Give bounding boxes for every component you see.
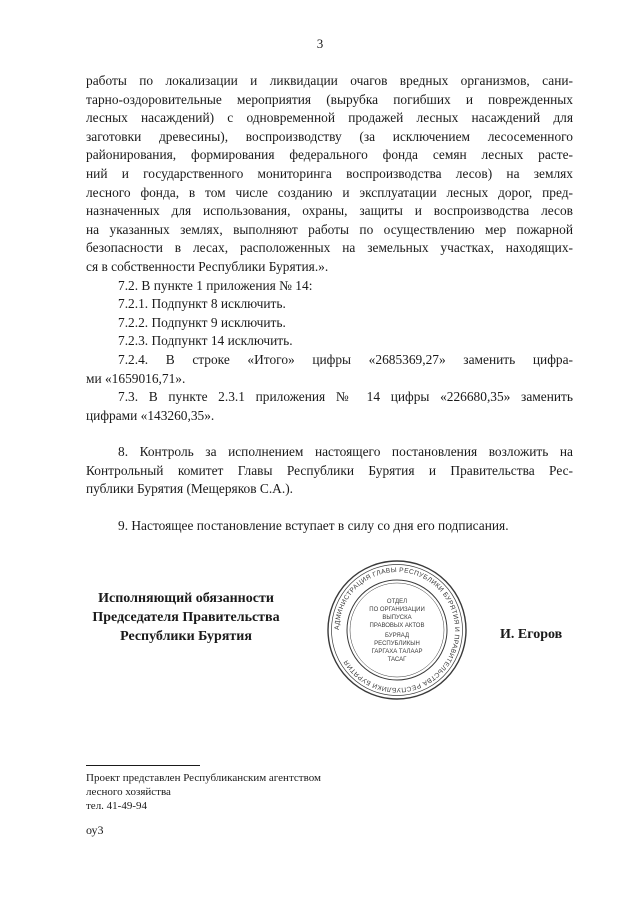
- item-8: [86, 443, 573, 499]
- item-7-2-2: [86, 314, 573, 333]
- text-line: ся в собственности Республики Бурятия.».: [86, 258, 329, 274]
- svg-text:ГАРГАХА ТАЛААР: ГАРГАХА ТАЛААР: [371, 649, 423, 655]
- svg-text:ПО ОРГАНИЗАЦИИ: ПО ОРГАНИЗАЦИИ: [369, 607, 425, 613]
- svg-text:ОТДЕЛ: ОТДЕЛ: [386, 599, 408, 605]
- text-line: 7.2.3. Подпункт 14 исключить.: [118, 333, 293, 349]
- svg-text:РЕСПУБЛИКЫН: РЕСПУБЛИКЫН: [374, 641, 420, 647]
- footnote-line: тел. 41-49-94: [86, 800, 148, 812]
- text-line: 8. Контроль за исполнением настоящего постановления возложить на: [118, 444, 573, 460]
- item-7-2-1: [86, 295, 573, 314]
- text-line: районирования, формирования федерального фонда семян лесных расте-: [86, 147, 573, 163]
- page-number: 3: [316, 36, 324, 51]
- text-line: 7.2.4. В строке «Итого» цифры «2685369,27» заменить цифра-: [118, 351, 573, 367]
- svg-text:ПРАВОВЫХ АКТОВ: ПРАВОВЫХ АКТОВ: [369, 623, 425, 629]
- text-line: ми «1659016,71».: [86, 370, 186, 386]
- text-line: на указанных землях, выполняют работы по осуществлению мер пожарной: [86, 221, 573, 237]
- text-line: ний и государственного мониторинга воспроизводства лесов) на землях: [86, 165, 573, 181]
- spacer: [86, 499, 573, 517]
- document-body: [86, 72, 573, 536]
- item-7-2-3: [86, 332, 573, 351]
- text-line: публики Бурятия (Мещеряков С.А.).: [86, 481, 293, 497]
- text-line: лесных насаждений) с одновременной продажей лесных насаждений для: [86, 110, 573, 126]
- item-9: [86, 517, 573, 536]
- paragraph-7-1-continuation: [86, 72, 573, 277]
- item-7-3: [86, 388, 573, 425]
- signatory-title-line: Председателя Правительства: [92, 610, 280, 625]
- svg-text:ТАСАГ: ТАСАГ: [387, 657, 407, 663]
- footnote: [86, 771, 321, 813]
- text-line: 7.2.1. Подпункт 8 исключить.: [118, 296, 286, 312]
- text-line: 7.2. В пункте 1 приложения № 14:: [118, 277, 313, 293]
- item-7-2: [86, 277, 573, 296]
- text-line: 7.3. В пункте 2.3.1 приложения № 14 цифры «226680,35» заменить: [118, 389, 573, 405]
- svg-text:ВЫПУСКА: ВЫПУСКА: [382, 615, 412, 621]
- document-code: оу3: [86, 823, 104, 837]
- svg-text:АДМИНИСТРАЦИЯ ГЛАВЫ РЕСПУБЛИКИ: АДМИНИСТРАЦИЯ ГЛАВЫ РЕСПУБЛИКИ БУРЯТИЯ И ПРАВИТЕЛЬСТВА РЕСПУБЛИКИ БУРЯТИЯ: [333, 566, 461, 694]
- item-7-2-4: [86, 351, 573, 388]
- signatory-name: И. Егоров: [500, 627, 563, 642]
- footnote-line: лесного хозяйства: [86, 786, 171, 798]
- text-line: 7.2.2. Подпункт 9 исключить.: [118, 314, 286, 330]
- signatory-title: [80, 589, 292, 646]
- text-line: цифрами «143260,35».: [86, 407, 215, 423]
- signatory-title-line: Исполняющий обязанности: [98, 591, 274, 606]
- text-line: безопасности в лесах, расположенных на земельных участках, находящих-: [86, 240, 573, 256]
- text-line: лесного фонда, в том числе созданию и эксплуатации лесных дорог, пред-: [86, 184, 573, 200]
- text-line: Контрольный комитет Главы Республики Бурятия и Правительства Рес-: [86, 462, 573, 478]
- text-line: назначенных для использования, охраны, защиты и воспроизводства лесов: [86, 203, 573, 219]
- signatory-title-line: Республики Бурятия: [120, 629, 252, 644]
- svg-text:БУРЯАД: БУРЯАД: [384, 633, 410, 639]
- text-line: 9. Настоящее постановление вступает в силу со дня его подписания.: [118, 518, 509, 534]
- text-line: заготовки древесины), воспроизводству (за исключением лесосеменного: [86, 128, 573, 144]
- text-line: тарно-оздоровительные мероприятия (вырубка погибших и поврежденных: [86, 91, 573, 107]
- footnote-divider: [86, 765, 200, 766]
- spacer: [86, 425, 573, 443]
- text-line: работы по локализации и ликвидации очагов вредных организмов, сани-: [86, 73, 573, 88]
- footnote-line: Проект представлен Республиканским агентством: [86, 772, 321, 784]
- official-seal: [325, 558, 469, 702]
